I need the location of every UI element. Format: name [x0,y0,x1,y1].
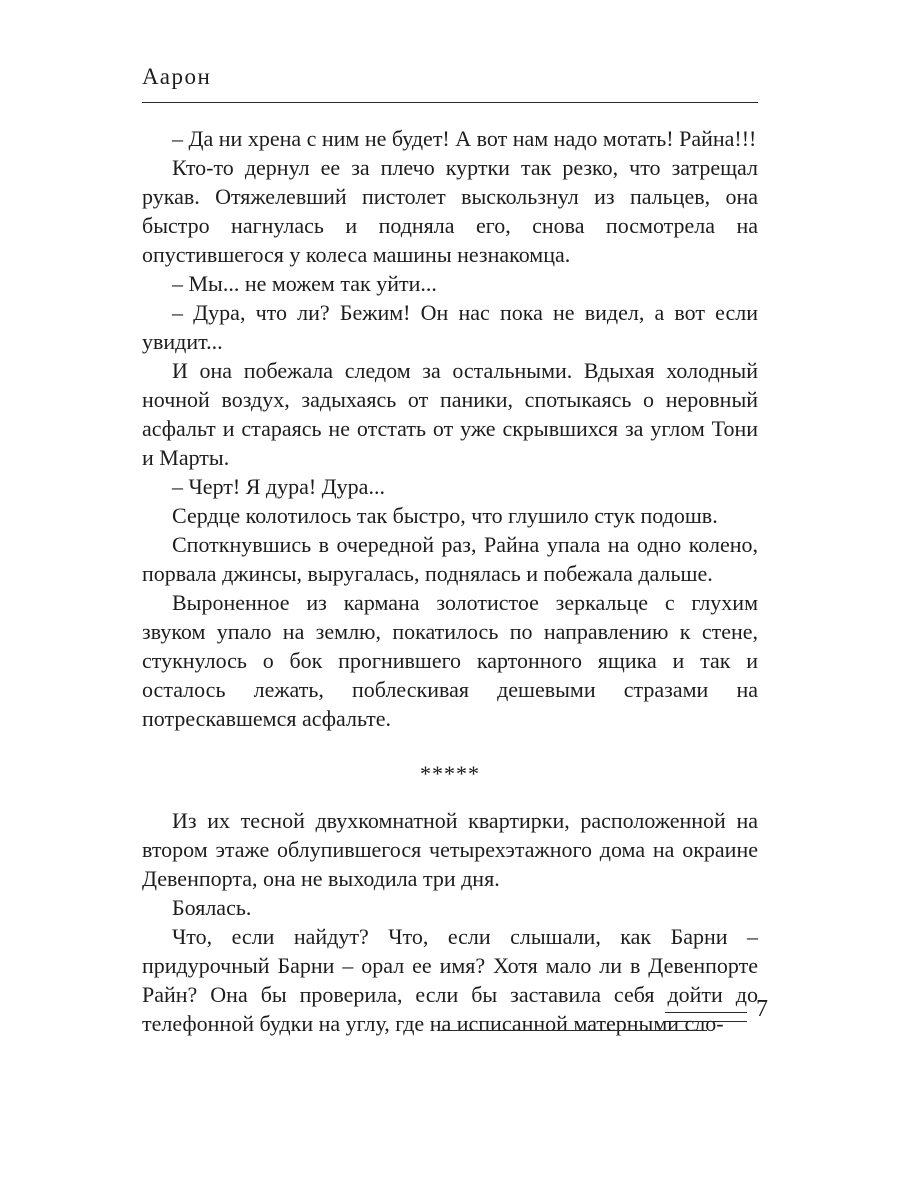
paragraph: – Да ни хрена с ним не будет! А вот нам надо мотать! Райна!!! [172,126,757,151]
footer-rule [665,1012,747,1013]
page-number: 7 [756,996,768,1022]
paragraph: И она побежала следом за остальными. Вдыхая холодный ночной воздух, задыхаясь от паники, спотыкаясь о неровный асфальт и стараясь не отстать от уже скрывшихся за углом Тони и Марты. [142,358,758,470]
paragraph: Что, если найдут? Что, если слышали, как Барни – придурочный Барни – орал ее имя? Хотя мало ли в Девенпорте Райн? Она бы проверила, если бы заставила себя дойти до телефонной будки на углу, где на исписанной матерными сло- [142,924,758,1036]
paragraph: – Дура, что ли? Бежим! Он нас пока не видел, а вот если увидит... [142,300,758,354]
paragraph: Кто-то дернул ее за плечо куртки так резко, что затрещал рукав. Отяжелевший пистолет выскользнул из пальцев, она быстро нагнулась и подняла его, снова посмотрела на опустившегося у колеса машины незнакомца. [142,155,758,267]
header-rule [142,102,758,103]
footer-rule [665,1021,747,1022]
paragraph: Выроненное из кармана золотистое зеркальце с глухим звуком упало на землю, покатилось по направлению к стене, стукнулось о бок прогнившего картонного ящика и так и осталось лежать, поблескивая дешевыми стразами на потрескавшемся асфальте. [142,590,758,731]
footer-rule [665,1030,707,1031]
body-text [142,124,758,1038]
paragraph: Боялась. [172,895,252,920]
paragraph: – Черт! Я дура! Дура... [172,474,385,499]
running-title: Аарон [142,64,212,89]
paragraph: Сердце колотилось так быстро, что глушило стук подошв. [172,503,718,528]
paragraph: Из их тесной двухкомнатной квартирки, расположенной на втором этаже облупившегося четырехэтажного дома на окраине Девенпорта, она не выходила три дня. [142,808,758,891]
paragraph: Споткнувшись в очередной раз, Райна упала на одно колено, порвала джинсы, выругалась, поднялась и побежала дальше. [142,532,758,586]
paragraph: – Мы... не можем так уйти... [172,271,437,296]
section-separator: ***** [420,761,480,786]
